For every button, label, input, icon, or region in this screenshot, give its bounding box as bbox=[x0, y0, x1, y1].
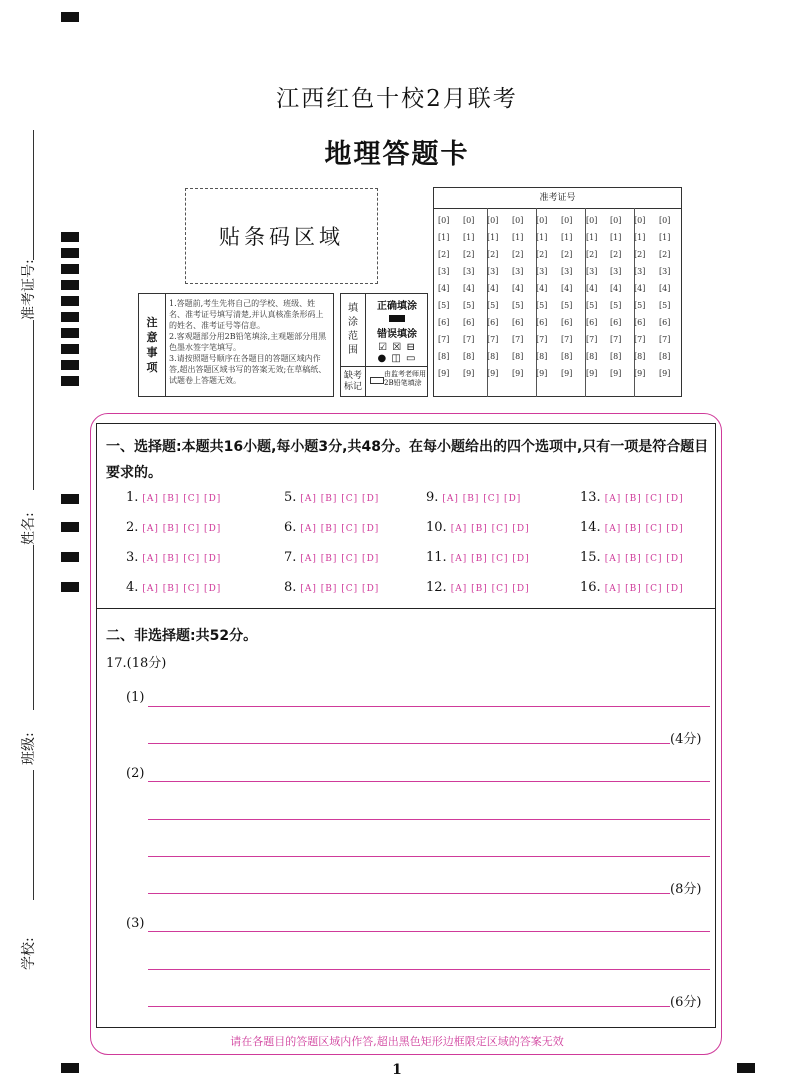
ticket-digit-bubble[interactable]: [4] bbox=[463, 284, 475, 293]
ticket-digit-bubble[interactable]: [7] bbox=[634, 335, 646, 344]
fill-guide-label: 填 涂 范 围 bbox=[341, 294, 366, 367]
ticket-digit-bubble[interactable]: [0] bbox=[487, 216, 499, 225]
ticket-digit-bubble[interactable]: [4] bbox=[586, 284, 598, 293]
choice-question bbox=[426, 550, 530, 565]
part-3-points: (6分) bbox=[670, 995, 702, 1010]
ticket-digit-bubble[interactable]: [7] bbox=[610, 335, 622, 344]
ticket-number-title: 准考证号 bbox=[434, 188, 681, 209]
ticket-digit-bubble[interactable]: [3] bbox=[487, 267, 499, 276]
ticket-digit-bubble[interactable]: [2] bbox=[512, 250, 524, 259]
notice-item: 1.答题前,考生先将自己的学校、班级、姓名、准考证号填写清楚,并认真核准条形码上的姓名、准考证号等信息。 bbox=[169, 299, 324, 330]
timing-mark bbox=[61, 248, 79, 258]
timing-mark bbox=[61, 522, 79, 532]
ticket-digit-bubble[interactable]: [0] bbox=[512, 216, 524, 225]
ticket-digit-bubble[interactable]: [0] bbox=[438, 216, 450, 225]
question-17-label: 17.(18分) bbox=[106, 656, 167, 671]
ticket-digit-bubble[interactable]: [0] bbox=[610, 216, 622, 225]
timing-mark bbox=[61, 552, 79, 562]
ticket-digit-bubble[interactable]: [4] bbox=[634, 284, 646, 293]
notice-item: 2.客观题部分用2B铅笔填涂,主观题部分用黑色墨水签字笔填写。 bbox=[169, 332, 327, 352]
question-number: 2. bbox=[126, 520, 139, 535]
ticket-digit-bubble[interactable]: [1] bbox=[634, 233, 646, 242]
ticket-digit-bubble[interactable]: [8] bbox=[561, 352, 573, 361]
ticket-digit-bubble[interactable]: [6] bbox=[487, 318, 499, 327]
ticket-digit-bubble[interactable]: [1] bbox=[512, 233, 524, 242]
ticket-digit-bubble[interactable]: [3] bbox=[659, 267, 671, 276]
question-number: 8. bbox=[284, 580, 297, 595]
question-number: 10. bbox=[426, 520, 447, 535]
question-number: 5. bbox=[284, 490, 297, 505]
notice-box bbox=[138, 293, 334, 397]
choice-heading: 一、选择题:本题共16小题,每小题3分,共48分。在每小题给出的四个选项中,只有一项是符合题目要求的。 bbox=[106, 439, 709, 481]
ticket-digit-bubble[interactable]: [9] bbox=[610, 369, 622, 378]
ticket-digit-bubble[interactable]: [4] bbox=[512, 284, 524, 293]
question-number: 9. bbox=[426, 490, 439, 505]
timing-mark bbox=[61, 328, 79, 338]
fill-guide bbox=[340, 293, 428, 397]
ticket-digit-bubble[interactable]: [0] bbox=[561, 216, 573, 225]
ticket-digit-bubble[interactable]: [4] bbox=[659, 284, 671, 293]
ticket-digit-bubble[interactable]: [6] bbox=[610, 318, 622, 327]
footer-warning: 请在各题目的答题区域内作答,超出黑色矩形边框限定区域的答案无效 bbox=[230, 1035, 564, 1048]
ticket-digit-column bbox=[512, 208, 534, 397]
ticket-digit-column bbox=[463, 208, 485, 397]
ticket-digit-bubble[interactable]: [2] bbox=[463, 250, 475, 259]
answer-bubbles[interactable]: [A] [B] [C] [D] bbox=[142, 494, 222, 504]
ticket-digit-bubble[interactable]: [8] bbox=[512, 352, 524, 361]
answer-line[interactable] bbox=[148, 706, 710, 707]
page-number: 1 bbox=[392, 1062, 402, 1078]
ticket-digit-bubble[interactable]: [5] bbox=[512, 301, 524, 310]
answer-line[interactable] bbox=[148, 819, 710, 820]
part-2-label: (2) bbox=[126, 766, 145, 781]
ticket-digit-bubble[interactable]: [6] bbox=[438, 318, 450, 327]
ticket-digit-bubble[interactable]: [7] bbox=[536, 335, 548, 344]
class-label: 班级: bbox=[21, 732, 37, 765]
ticket-digit-bubble[interactable]: [2] bbox=[586, 250, 598, 259]
absent-label: 缺考 标记 bbox=[341, 367, 366, 397]
absent-box[interactable] bbox=[366, 367, 428, 397]
part-2-points: (8分) bbox=[670, 882, 702, 897]
ticket-digit-bubble[interactable]: [2] bbox=[659, 250, 671, 259]
question-number: 15. bbox=[580, 550, 601, 565]
answer-line[interactable] bbox=[148, 743, 670, 744]
answer-line[interactable] bbox=[148, 931, 710, 932]
ticket-digit-bubble[interactable]: [7] bbox=[512, 335, 524, 344]
absent-note: 由监考老师用2B铅笔填涂 bbox=[384, 370, 426, 387]
ticket-digit-bubble[interactable]: [2] bbox=[561, 250, 573, 259]
answer-bubbles[interactable]: [A] [B] [C] [D] bbox=[300, 584, 380, 594]
timing-mark bbox=[61, 12, 79, 22]
ticket-digit-bubble[interactable]: [5] bbox=[634, 301, 646, 310]
answer-bubbles[interactable]: [A] [B] [C] [D] bbox=[300, 524, 380, 534]
ticket-digit-bubble[interactable]: [6] bbox=[586, 318, 598, 327]
timing-mark bbox=[61, 494, 79, 504]
ticket-digit-bubble[interactable]: [5] bbox=[438, 301, 450, 310]
ticket-digit-bubble[interactable]: [4] bbox=[438, 284, 450, 293]
choice-question bbox=[126, 580, 221, 595]
ticket-digit-bubble[interactable]: [9] bbox=[536, 369, 548, 378]
ticket-digit-bubble[interactable]: [4] bbox=[561, 284, 573, 293]
ticket-digit-bubble[interactable]: [9] bbox=[659, 369, 671, 378]
choice-question bbox=[580, 580, 684, 595]
choice-question bbox=[126, 520, 221, 535]
timing-mark bbox=[61, 296, 79, 306]
ticket-digit-bubble[interactable]: [1] bbox=[463, 233, 475, 242]
ticket-digit-bubble[interactable]: [5] bbox=[561, 301, 573, 310]
ticket-digit-bubble[interactable]: [9] bbox=[487, 369, 499, 378]
answer-line[interactable] bbox=[148, 856, 710, 857]
ticket-digit-bubble[interactable]: [1] bbox=[561, 233, 573, 242]
ticket-digit-bubble[interactable]: [3] bbox=[561, 267, 573, 276]
ticket-digit-bubble[interactable]: [5] bbox=[586, 301, 598, 310]
non-choice-heading: 二、非选择题:共52分。 bbox=[106, 628, 258, 644]
notice-item: 3.请按照题号顺序在各题目的答题区域内作答,超出答题区域书写的答案无效;在草稿纸、试题卷上答题无效。 bbox=[169, 354, 327, 385]
part-1-label: (1) bbox=[126, 690, 145, 705]
ticket-digit-bubble[interactable]: [8] bbox=[438, 352, 450, 361]
side-line bbox=[33, 770, 34, 900]
ticket-digit-bubble[interactable]: [9] bbox=[463, 369, 475, 378]
choice-question bbox=[284, 550, 379, 565]
name-label: 姓名: bbox=[21, 512, 37, 545]
ticket-digit-column bbox=[586, 208, 608, 397]
ticket-digit-column bbox=[487, 208, 509, 397]
ticket-digit-bubble[interactable]: [0] bbox=[463, 216, 475, 225]
ticket-digit-bubble[interactable]: [1] bbox=[536, 233, 548, 242]
side-line bbox=[33, 545, 34, 710]
ticket-digit-bubble[interactable]: [1] bbox=[438, 233, 450, 242]
answer-bubbles[interactable]: [A] [B] [C] [D] bbox=[604, 584, 684, 594]
ticket-digit-bubble[interactable]: [3] bbox=[610, 267, 622, 276]
ticket-digit-bubble[interactable]: [9] bbox=[512, 369, 524, 378]
ticket-digit-bubble[interactable]: [7] bbox=[659, 335, 671, 344]
answer-line[interactable] bbox=[148, 781, 710, 782]
wrong-fill-samples: ☑ ☒ ⊟ ● ◫ ▭ bbox=[377, 342, 417, 364]
ticket-no-label: 准考证号: bbox=[21, 259, 37, 320]
answer-bubbles[interactable]: [A] [B] [C] [D] bbox=[300, 554, 380, 564]
question-number: 14. bbox=[580, 520, 601, 535]
ticket-digit-column bbox=[438, 208, 460, 397]
timing-mark bbox=[61, 312, 79, 322]
question-number: 12. bbox=[426, 580, 447, 595]
ticket-digit-bubble[interactable]: [3] bbox=[463, 267, 475, 276]
ticket-digit-bubble[interactable]: [4] bbox=[487, 284, 499, 293]
answer-bubbles[interactable]: [A] [B] [C] [D] bbox=[142, 584, 222, 594]
barcode-area-label: 贴条码区域 bbox=[219, 225, 344, 249]
ticket-digit-column bbox=[536, 208, 558, 397]
question-number: 11. bbox=[426, 550, 447, 565]
ticket-digit-bubble[interactable]: [8] bbox=[463, 352, 475, 361]
ticket-digit-bubble[interactable]: [2] bbox=[634, 250, 646, 259]
timing-mark bbox=[61, 232, 79, 242]
answer-bubbles[interactable]: [A] [B] [C] [D] bbox=[142, 554, 222, 564]
question-number: 16. bbox=[580, 580, 601, 595]
choice-question bbox=[284, 520, 379, 535]
ticket-digit-column bbox=[634, 208, 656, 397]
correct-fill-label: 正确填涂 bbox=[377, 301, 417, 312]
question-number: 4. bbox=[126, 580, 139, 595]
ticket-digit-bubble[interactable]: [7] bbox=[487, 335, 499, 344]
ticket-digit-bubble[interactable]: [3] bbox=[438, 267, 450, 276]
ticket-digit-bubble[interactable]: [0] bbox=[536, 216, 548, 225]
page-title: 地理答题卡 bbox=[324, 139, 470, 170]
ticket-digit-bubble[interactable]: [4] bbox=[536, 284, 548, 293]
question-number: 1. bbox=[126, 490, 139, 505]
ticket-digit-bubble[interactable]: [8] bbox=[659, 352, 671, 361]
ticket-digit-bubble[interactable]: [2] bbox=[487, 250, 499, 259]
ticket-digit-bubble[interactable]: [2] bbox=[438, 250, 450, 259]
answer-line[interactable] bbox=[148, 1006, 670, 1007]
answer-bubbles[interactable]: [A] [B] [C] [D] bbox=[604, 494, 684, 504]
ticket-digit-column bbox=[610, 208, 632, 397]
ticket-digit-bubble[interactable]: [9] bbox=[586, 369, 598, 378]
ticket-digit-bubble[interactable]: [7] bbox=[561, 335, 573, 344]
ticket-digit-bubble[interactable]: [9] bbox=[561, 369, 573, 378]
wrong-fill-label: 错误填涂 bbox=[377, 329, 417, 340]
ticket-digit-bubble[interactable]: [0] bbox=[659, 216, 671, 225]
ticket-digit-bubble[interactable]: [6] bbox=[463, 318, 475, 327]
ticket-digit-bubble[interactable]: [3] bbox=[586, 267, 598, 276]
ticket-digit-bubble[interactable]: [8] bbox=[536, 352, 548, 361]
choice-question bbox=[426, 520, 530, 535]
ticket-digit-bubble[interactable]: [5] bbox=[610, 301, 622, 310]
choice-question bbox=[126, 490, 221, 505]
ticket-digit-bubble[interactable]: [0] bbox=[586, 216, 598, 225]
ticket-digit-bubble[interactable]: [3] bbox=[634, 267, 646, 276]
question-number: 7. bbox=[284, 550, 297, 565]
choice-question bbox=[426, 490, 521, 505]
timing-mark bbox=[61, 360, 79, 370]
ticket-digit-bubble[interactable]: [6] bbox=[561, 318, 573, 327]
answer-bubbles[interactable]: [A] [B] [C] [D] bbox=[300, 494, 380, 504]
answer-line[interactable] bbox=[148, 893, 670, 894]
choice-question bbox=[284, 580, 379, 595]
side-line bbox=[33, 320, 34, 490]
ticket-digit-bubble[interactable]: [8] bbox=[610, 352, 622, 361]
choice-question bbox=[580, 490, 684, 505]
timing-mark bbox=[61, 376, 79, 386]
ticket-digit-bubble[interactable]: [1] bbox=[586, 233, 598, 242]
ticket-digit-column bbox=[659, 208, 681, 397]
ticket-digit-bubble[interactable]: [1] bbox=[610, 233, 622, 242]
part-1-points: (4分) bbox=[670, 732, 702, 747]
ticket-digit-bubble[interactable]: [3] bbox=[536, 267, 548, 276]
timing-mark bbox=[61, 344, 79, 354]
choice-question bbox=[126, 550, 221, 565]
question-number: 13. bbox=[580, 490, 601, 505]
correct-fill-sample bbox=[389, 315, 405, 322]
timing-mark bbox=[61, 280, 79, 290]
choice-question bbox=[426, 580, 530, 595]
ticket-digit-bubble[interactable]: [5] bbox=[487, 301, 499, 310]
ticket-digit-bubble[interactable]: [2] bbox=[536, 250, 548, 259]
choice-question bbox=[284, 490, 379, 505]
answer-bubbles[interactable]: [A] [B] [C] [D] bbox=[604, 524, 684, 534]
ticket-digit-bubble[interactable]: [4] bbox=[610, 284, 622, 293]
ticket-digit-bubble[interactable]: [5] bbox=[659, 301, 671, 310]
choice-question bbox=[580, 520, 684, 535]
notice-label: 注 意 事 项 bbox=[139, 294, 166, 396]
ticket-digit-bubble[interactable]: [1] bbox=[659, 233, 671, 242]
answer-bubbles[interactable]: [A] [B] [C] [D] bbox=[442, 494, 522, 504]
ticket-digit-bubble[interactable]: [6] bbox=[659, 318, 671, 327]
ticket-digit-bubble[interactable]: [9] bbox=[438, 369, 450, 378]
ticket-digit-bubble[interactable]: [7] bbox=[438, 335, 450, 344]
ticket-digit-bubble[interactable]: [7] bbox=[586, 335, 598, 344]
answer-bubbles[interactable]: [A] [B] [C] [D] bbox=[450, 554, 530, 564]
timing-mark bbox=[61, 264, 79, 274]
timing-mark bbox=[61, 582, 79, 592]
ticket-digit-bubble[interactable]: [5] bbox=[536, 301, 548, 310]
exam-title: 江西红色十校2月联考 bbox=[276, 86, 518, 112]
ticket-digit-bubble[interactable]: [8] bbox=[487, 352, 499, 361]
answer-line[interactable] bbox=[148, 969, 710, 970]
ticket-number-grid bbox=[433, 187, 682, 397]
ticket-digit-column bbox=[561, 208, 583, 397]
answer-bubbles[interactable]: [A] [B] [C] [D] bbox=[142, 524, 222, 534]
ticket-digit-bubble[interactable]: [2] bbox=[610, 250, 622, 259]
barcode-area bbox=[185, 188, 378, 284]
ticket-digit-bubble[interactable]: [6] bbox=[634, 318, 646, 327]
answer-bubbles[interactable]: [A] [B] [C] [D] bbox=[450, 584, 530, 594]
ticket-digit-bubble[interactable]: [1] bbox=[487, 233, 499, 242]
ticket-digit-bubble[interactable]: [3] bbox=[512, 267, 524, 276]
school-label: 学校: bbox=[21, 937, 37, 970]
answer-bubbles[interactable]: [A] [B] [C] [D] bbox=[604, 554, 684, 564]
ticket-digit-bubble[interactable]: [7] bbox=[463, 335, 475, 344]
ticket-digit-bubble[interactable]: [9] bbox=[634, 369, 646, 378]
answer-bubbles[interactable]: [A] [B] [C] [D] bbox=[450, 524, 530, 534]
ticket-digit-bubble[interactable]: [8] bbox=[586, 352, 598, 361]
ticket-digit-bubble[interactable]: [8] bbox=[634, 352, 646, 361]
question-number: 3. bbox=[126, 550, 139, 565]
question-number: 6. bbox=[284, 520, 297, 535]
ticket-digit-bubble[interactable]: [6] bbox=[512, 318, 524, 327]
choice-question bbox=[580, 550, 684, 565]
ticket-digit-bubble[interactable]: [6] bbox=[536, 318, 548, 327]
part-3-label: (3) bbox=[126, 916, 145, 931]
ticket-digit-bubble[interactable]: [5] bbox=[463, 301, 475, 310]
ticket-digit-bubble[interactable]: [0] bbox=[634, 216, 646, 225]
